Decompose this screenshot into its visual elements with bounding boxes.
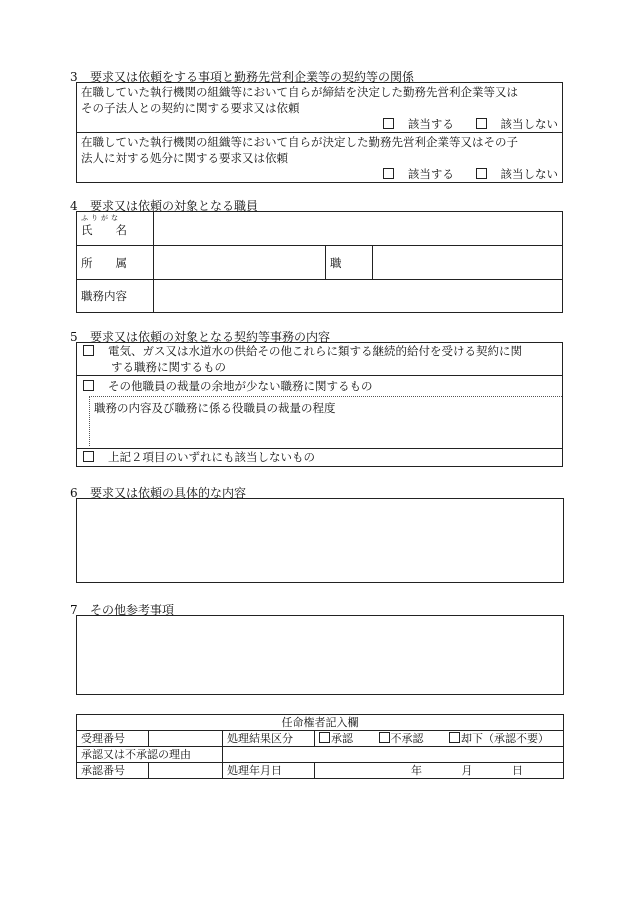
checkbox[interactable] <box>476 168 487 179</box>
option-little-discretion <box>77 376 563 397</box>
option-text: その他職員の裁量の余地が少ない職務に関するもの <box>108 379 373 393</box>
option-continuous-supply <box>77 343 563 376</box>
reason-field[interactable] <box>223 747 564 763</box>
duty-label: 職務内容 <box>77 280 154 313</box>
section-title-text: その他参考事項 <box>90 603 175 617</box>
processing-date-label: 処理年月日 <box>223 763 315 779</box>
checkbox[interactable] <box>476 118 487 129</box>
checkbox[interactable] <box>83 451 94 462</box>
duty-field[interactable] <box>154 280 563 313</box>
staff-table <box>76 211 563 313</box>
checkbox[interactable] <box>383 118 394 129</box>
approval-number-field[interactable] <box>149 763 223 779</box>
disposition-relation-row <box>77 133 563 183</box>
option-reject: 却下（承認不要） <box>461 732 549 745</box>
contract-relation-row <box>77 83 563 133</box>
reason-label: 承認又は不承認の理由 <box>77 747 223 763</box>
furigana-label: ふりがな <box>81 214 121 222</box>
checkbox[interactable] <box>83 345 94 356</box>
disposition-item-line1: 在職していた執行機関の組織等において自らが決定した勤務先営利企業等又はその子 <box>81 135 518 149</box>
name-field[interactable] <box>154 212 563 246</box>
section-title-text: 要求又は依頼の対象となる職員 <box>90 199 259 213</box>
section-title-text: 要求又は依頼をする事項と勤務先営利企業等の契約等の関係 <box>90 70 415 84</box>
approval-number-label: 承認番号 <box>77 763 149 779</box>
discretion-detail-cell <box>77 396 563 448</box>
option-not-applicable: 該当しない <box>500 117 558 131</box>
checkbox[interactable] <box>319 732 330 743</box>
contract-options <box>81 116 558 132</box>
section-number: 6 <box>70 486 78 500</box>
affiliation-field[interactable] <box>154 246 326 280</box>
disposition-item-line2: 法人に対する処分に関する要求又は依頼 <box>81 151 288 165</box>
option-disapprove: 不承認 <box>390 732 424 745</box>
contract-item-line2: その子法人との契約に関する要求又は依頼 <box>81 101 300 115</box>
section-title-text: 要求又は依頼の具体的な内容 <box>90 486 247 500</box>
processing-date-field[interactable] <box>315 763 564 779</box>
section-number: 3 <box>70 70 78 84</box>
section-number: 4 <box>70 199 78 213</box>
option-not-applicable: 該当しない <box>500 167 558 181</box>
section-number: 5 <box>70 330 78 344</box>
name-label-cell <box>77 212 154 246</box>
checkbox[interactable] <box>379 732 390 743</box>
disposition-options <box>81 166 558 182</box>
checkbox[interactable] <box>449 732 460 743</box>
discretion-detail-field[interactable] <box>89 396 562 446</box>
post-field[interactable] <box>373 246 563 280</box>
contract-affairs-table <box>76 342 563 467</box>
option-text-line2: する職務に関するもの <box>111 360 226 374</box>
receipt-number-field[interactable] <box>149 731 223 747</box>
option-applicable: 該当する <box>407 117 454 131</box>
checkbox[interactable] <box>383 168 394 179</box>
receipt-number-label: 受理番号 <box>77 731 149 747</box>
year-label: 年 <box>411 764 422 777</box>
specific-content-field[interactable] <box>76 498 564 583</box>
option-text: 上記２項目のいずれにも該当しないもの <box>108 449 315 464</box>
day-label: 日 <box>512 764 523 777</box>
result-options <box>315 731 564 747</box>
authority-table <box>76 714 564 779</box>
option-text-line1: 電気、ガス又は水道水の供給その他これらに類する継続的給付を受ける契約に関 <box>108 344 522 358</box>
section-3-table <box>76 82 563 183</box>
month-label: 月 <box>461 764 473 777</box>
option-none <box>77 448 563 466</box>
post-label: 職 <box>326 246 373 280</box>
affiliation-label: 所 属 <box>77 246 154 280</box>
option-applicable: 該当する <box>407 167 454 181</box>
option-approve: 承認 <box>331 732 353 745</box>
authority-header: 任命権者記入欄 <box>77 715 564 731</box>
result-category-label: 処理結果区分 <box>223 731 315 747</box>
other-reference-field[interactable] <box>76 615 564 695</box>
section-title-text: 要求又は依頼の対象となる契約等事務の内容 <box>90 330 331 344</box>
name-label: 氏 名 <box>81 223 127 237</box>
contract-item-line1: 在職していた執行機関の組織等において自らが締結を決定した勤務先営利企業等又は <box>81 85 518 99</box>
section-number: 7 <box>70 603 78 617</box>
checkbox[interactable] <box>83 380 94 391</box>
discretion-detail-label: 職務の内容及び職務に係る役職員の裁量の程度 <box>94 401 336 415</box>
